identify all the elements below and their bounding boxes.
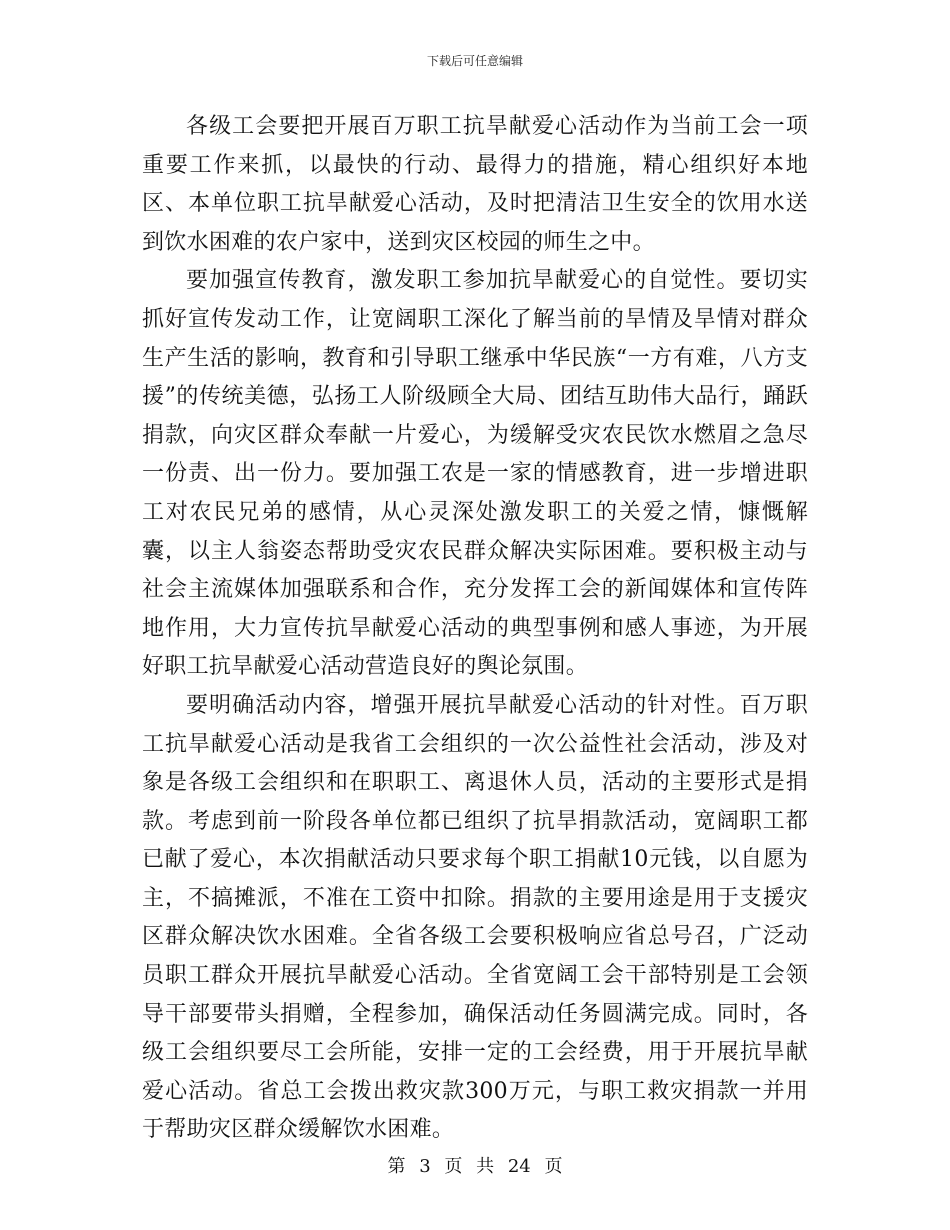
page-number-footer: 第 3 页 共 24 页 bbox=[387, 1156, 563, 1177]
paragraph-2: 要加强宣传教育，激发职工参加抗旱献爱心的自觉性。要切实抓好宣传发动工作，让宽阔职工深化了解当前的旱情及旱情对群众生产生活的影响，教育和引导职工继承中华民族“一方有难，八方支援”的传统美德，弘扬工人阶级顾全大局、团结互助伟大品行，踊跃捐款，向灾区群众奉献一片爱心，为缓解受灾农民饮水燃眉之急尽一份责、出一份力。要加强工农是一家的情感教育，进一步增进职工对农民兄弟的感情，从心灵深处激发职工的关爱之情，慷慨解囊，以主人翁姿态帮助受灾农民群众解决实际困难。要积极主动与社会主流媒体加强联系和合作，充分发挥工会的新闻媒体和宣传阵地作用，大力宣传抗旱献爱心活动的典型事例和感人事迹，为开展好职工抗旱献爱心活动营造良好的舆论氛围。 bbox=[142, 268, 808, 680]
paragraph-1: 各级工会要把开展百万职工抗旱献爱心活动作为当前工会一项重要工作来抓，以最快的行动、最得力的措施，精心组织好本地区、本单位职工抗旱献爱心活动，及时把清洁卫生安全的饮用水送到饮水困难的农户家中，送到灾区校园的师生之中。 bbox=[142, 114, 808, 255]
document-body bbox=[142, 108, 808, 1150]
page-header-note: 下载后可任意编辑 bbox=[426, 54, 523, 68]
paragraph-3: 要明确活动内容，增强开展抗旱献爱心活动的针对性。百万职工抗旱献爱心活动是我省工会组织的一次公益性社会活动，涉及对象是各级工会组织和在职职工、离退休人员，活动的主要形式是捐款。考虑到前一阶段各单位都已组织了抗旱捐款活动，宽阔职工都已献了爱心，本次捐献活动只要求每个职工捐献10元钱，以自愿为主，不搞摊派，不准在工资中扣除。捐款的主要用途是用于支援灾区群众解决饮水困难。全省各级工会要积极响应省总号召，广泛动员职工群众开展抗旱献爱心活动。全省宽阔工会干部特别是工会领导干部要带头捐赠，全程参加，确保活动任务圆满完成。同时，各级工会组织要尽工会所能，安排一定的工会经费，用于开展抗旱献爱心活动。省总工会拨出救灾款300万元，与职工救灾捐款一并用于帮助灾区群众缓解饮水困难。 bbox=[142, 692, 808, 1143]
